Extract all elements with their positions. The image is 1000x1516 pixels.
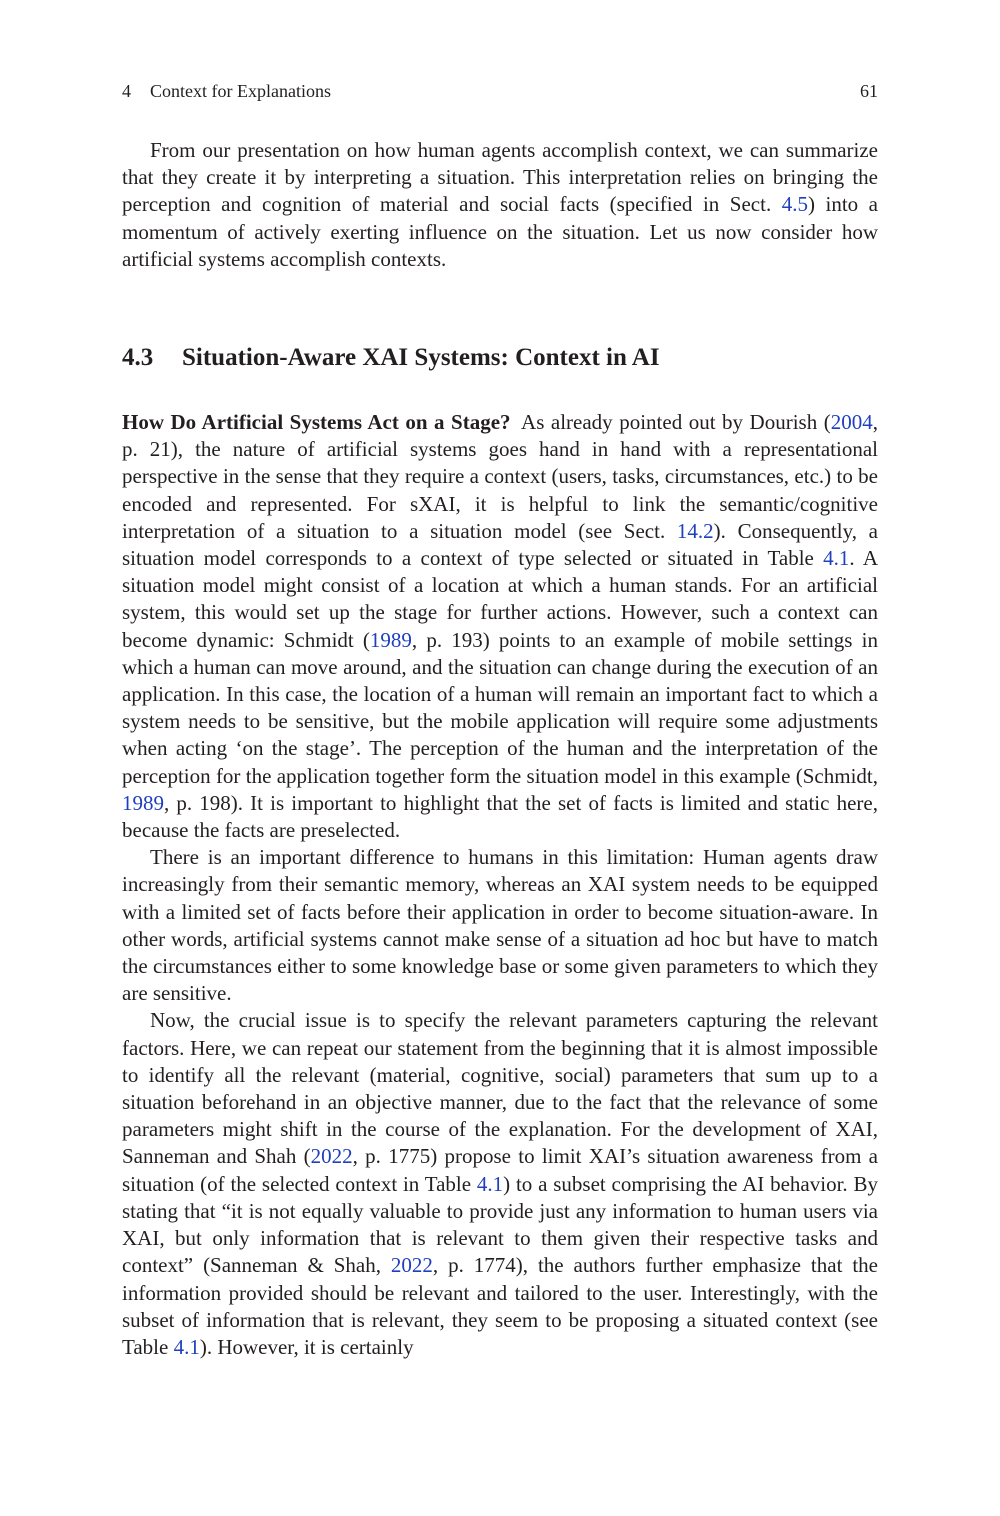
citation-link[interactable]: 2022 xyxy=(310,1144,353,1169)
citation-link[interactable]: 1989 xyxy=(122,790,164,815)
body-paragraph-3: Now, the crucial issue is to specify the relevant parameters capturing the relevant factors. Here, we can repeat our statement from the beginning that it is almost impossible to identify all the relevant (material, cognitive, social) parameters that sum up to a situation beforehand in an objective manner, due to the fact that the relevance of some parameters might shift in the course of the explanation. For the development of XAI, Sanneman and Shah (2022, p. 1775) propose to limit XAI’s situation awareness from a situation (of the selected context in Table 4.1) to a subset comprising the AI behavior. By stating that “it is not equally valuable to provide just any information to human users via XAI, but only information that is relevant to them given their respective tasks and context” (Sanneman & Shah, 2022, p. 1774), the authors further emphasize that the information provided should be relevant and tailored to the user. Interestingly, with the subset of information that is relevant, they seem to be proposing a situated context (see Table 4.1). However, it is certainly xyxy=(122,1008,879,1359)
table-reference-link[interactable]: 4.1 xyxy=(476,1171,504,1196)
body-paragraph-1: How Do Artificial Systems Act on a Stage? As already pointed out by Dourish (2004, p. 21), the nature of artificial systems goes hand in hand with a representational perspective in the sense that they require a context (users, tasks, circumstances, etc.) to be encoded and represented. For sXAI, it is helpful to link the semantic/cognitive interpretation of a situation to a situation model (see Sect. 14.2). Consequently, a situation model corresponds to a context of type selected or situated in Table 4.1. A situation model might consist of a location at which a human stands. For an artificial system, this would set up the stage for further actions. However, such a context can become dynamic: Schmidt (1989, p. 193) points to an example of mobile settings in which a human can move around, and the situation can change during the execution of an application. In this case, the location of a human will remain an important fact to which a system needs to be sensitive, but the mobile application will require some adjustments when acting ‘on the stage’. The perception of the human and the interpretation of the perception for the application together form the situation model in this example (Schmidt, 1989, p. 198). It is important to highlight that the set of facts is limited and static here, because the facts are preselected. xyxy=(122,410,878,843)
table-reference-link[interactable]: 4.1 xyxy=(823,546,850,571)
chapter-number: 4 xyxy=(122,81,131,101)
body-paragraph-2: There is an important difference to humans in this limitation: Human agents draw increasingly from their semantic memory, whereas an XAI system needs to be equipped with a limited set of facts before their application in order to become situation-aware. In other words, artificial systems cannot make sense of a situation ad hoc but have to match the circumstances either to some knowledge base or some given parameters to which they are sensitive. xyxy=(122,845,878,1006)
run-in-heading: How Do Artificial Systems Act on a Stage? xyxy=(122,410,511,434)
citation-link[interactable]: 2022 xyxy=(390,1253,433,1278)
chapter-title: Context for Explanations xyxy=(150,81,331,101)
intro-paragraph: From our presentation on how human agents accomplish context, we can summarize that they create it by interpreting a situation. This interpretation relies on bringing the perception and cognition of material and social facts (specified in Sect. 4.5) into a momentum of actively exerting influence on the situation. Let us now consider how artificial systems accomplish contexts. xyxy=(122,138,879,271)
section-title: Situation-Aware XAI Systems: Context in AI xyxy=(182,344,660,371)
citation-link[interactable]: 2004 xyxy=(830,410,873,434)
citation-link[interactable]: 1989 xyxy=(369,627,412,652)
intro-text-block xyxy=(122,137,878,273)
section-body xyxy=(122,409,878,1361)
running-header xyxy=(122,79,878,103)
section-heading xyxy=(122,341,878,375)
section-reference-link[interactable]: 4.5 xyxy=(781,192,808,217)
table-reference-link[interactable]: 4.1 xyxy=(173,1334,200,1359)
section-number: 4.3 xyxy=(122,344,154,371)
section-reference-link[interactable]: 14.2 xyxy=(676,518,714,543)
page-number: 61 xyxy=(860,81,878,101)
